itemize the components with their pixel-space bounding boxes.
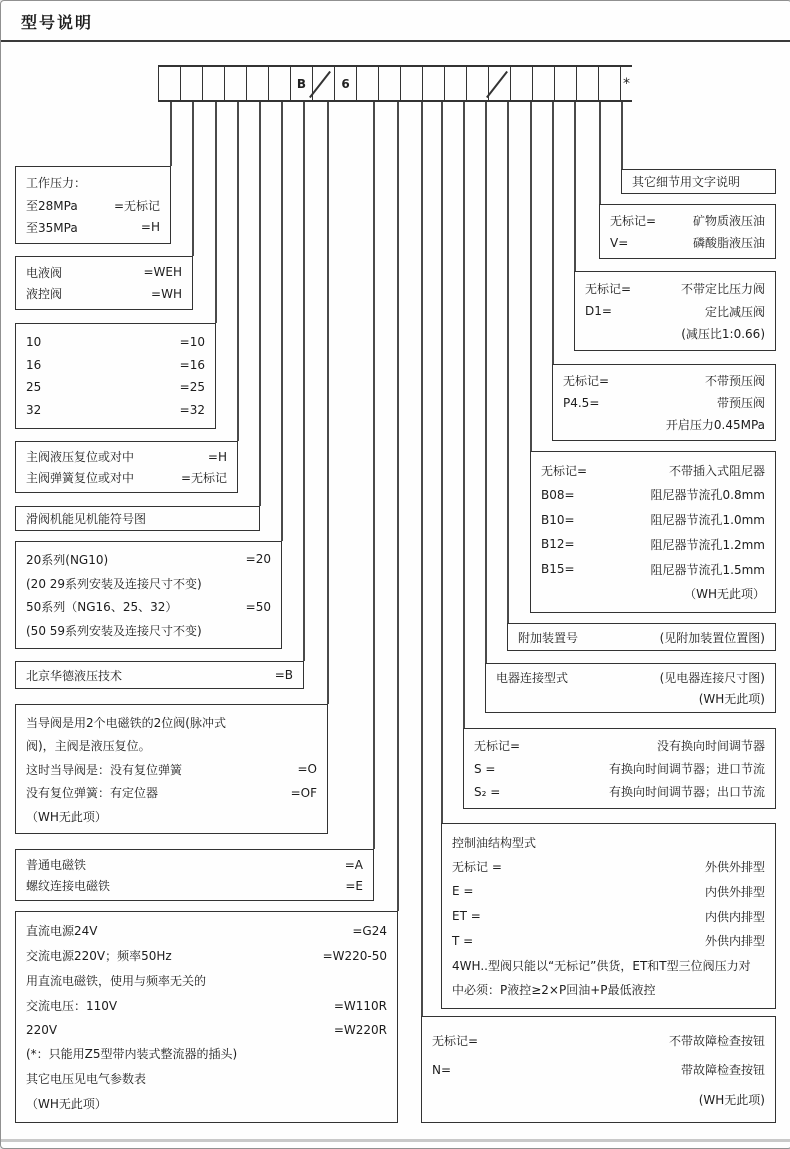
box-proportional-valve — [574, 271, 776, 351]
row-label: 附加装置号 — [518, 630, 579, 645]
box-row — [563, 372, 765, 389]
row-code: =16 — [179, 357, 205, 372]
row-code: 内供内排型 — [704, 909, 765, 924]
row-code: =20 — [245, 552, 271, 567]
row-label: P4.5= — [563, 395, 600, 410]
wildcard-star: * — [623, 75, 630, 92]
box-row — [541, 536, 765, 553]
box-manufacturer-code — [15, 661, 304, 689]
box-row — [26, 380, 205, 394]
row-label: 电器连接型式 — [496, 671, 569, 686]
row-code: 阻尼器节流孔1.5mm — [650, 562, 765, 577]
row-code: 不带故障检查按钮 — [668, 1033, 765, 1048]
connector-line — [303, 102, 305, 661]
code-cell — [356, 67, 378, 100]
row-code: （WH无此项） — [684, 587, 765, 602]
box-row — [26, 922, 387, 939]
row-code: =O — [297, 762, 317, 776]
row-label: 4WH..型阀只能以“无标记”供货，ET和T型三位阀压力对 — [452, 958, 751, 973]
row-label: 无标记= — [585, 281, 632, 296]
box-row — [452, 981, 765, 998]
box-solenoid-type — [15, 849, 374, 901]
row-code: =无标记 — [180, 471, 227, 485]
box-spool-function — [15, 506, 260, 531]
row-label: 220V — [26, 1022, 58, 1037]
connector-line — [530, 102, 532, 451]
connector-line — [599, 102, 601, 204]
box-row — [26, 469, 227, 486]
row-label: 其它电压见电气参数表 — [26, 1071, 147, 1086]
box-row — [496, 690, 765, 707]
box-nominal-size — [15, 323, 216, 429]
row-label: 螺纹连接电磁铁 — [26, 879, 111, 893]
row-label: (20 29系列安装及连接尺寸不变) — [26, 576, 202, 591]
box-row — [26, 358, 205, 372]
row-code: =G24 — [352, 923, 387, 938]
box-row — [563, 416, 765, 433]
box-row — [26, 997, 387, 1014]
code-cell — [444, 67, 466, 100]
row-code: 磷酸脂液压油 — [692, 236, 765, 250]
row-label: （WH无此项） — [26, 1096, 107, 1111]
box-power-supply — [15, 911, 398, 1123]
box-row — [26, 761, 317, 778]
box-row — [26, 197, 160, 214]
row-code: 内供外排型 — [704, 884, 765, 899]
connector-line — [421, 102, 423, 1016]
row-label: 50系列（NG16、25、32） — [26, 600, 178, 615]
box-row — [432, 1091, 765, 1108]
row-code: =B — [274, 668, 293, 682]
box-row — [26, 598, 271, 615]
box-row — [452, 932, 765, 949]
box-row — [452, 957, 765, 974]
row-code: 开启压力0.45MPa — [665, 418, 765, 432]
connector-line — [237, 102, 239, 441]
box-other-details — [621, 169, 776, 194]
row-label: 25 — [26, 380, 42, 395]
box-row — [26, 174, 160, 191]
row-code: =E — [345, 878, 363, 893]
box-row — [474, 783, 765, 800]
connector-line — [327, 102, 329, 704]
row-code: =W220-50 — [322, 948, 387, 963]
connector-line — [507, 102, 509, 623]
row-label: (50 59系列安装及连接尺寸不变) — [26, 624, 202, 639]
code-cell — [576, 67, 598, 100]
row-label: N= — [432, 1062, 452, 1077]
connector-line — [170, 102, 172, 166]
connector-line — [281, 102, 283, 541]
row-label: 没有复位弹簧：有定位器 — [26, 786, 159, 800]
row-label: (*：只能用Z5型带内装式整流器的插头) — [26, 1046, 238, 1061]
row-label: 10 — [26, 334, 42, 349]
row-label: 20系列(NG10) — [26, 552, 109, 567]
row-label: 主阀液压复位或对中 — [26, 450, 135, 464]
box-row — [26, 622, 271, 639]
row-code: 不带预压阀 — [704, 374, 765, 388]
box-row — [563, 394, 765, 411]
box-electrical-connection — [485, 663, 776, 713]
row-code: (见附加装置位置图) — [659, 630, 765, 645]
row-label: B12= — [541, 537, 575, 552]
box-pilot-valve-pulse — [15, 704, 328, 834]
code-cell — [246, 67, 268, 100]
row-label: B10= — [541, 512, 575, 527]
box-series — [15, 541, 282, 649]
code-cell: B — [290, 67, 312, 100]
row-label: 直流电源24V — [26, 924, 98, 939]
box-row — [585, 280, 765, 297]
row-code: =25 — [179, 380, 205, 395]
row-label: 主阀弹簧复位或对中 — [26, 471, 135, 485]
box-row — [585, 303, 765, 320]
box-row — [496, 669, 765, 686]
row-label: 无标记 = — [452, 860, 502, 875]
box-row — [26, 264, 182, 281]
connector-line — [485, 102, 487, 663]
box-row — [541, 511, 765, 528]
row-code: 没有换向时间调节器 — [656, 739, 765, 753]
box-row — [26, 737, 317, 754]
box-damper-orifice — [530, 451, 776, 613]
connector-line — [192, 102, 194, 256]
title-divider — [1, 40, 790, 42]
row-code: =WH — [151, 286, 182, 301]
connector-line — [259, 102, 261, 506]
connector-line — [441, 102, 443, 823]
connector-line — [621, 102, 623, 169]
row-code: =H — [140, 220, 160, 235]
code-cell — [554, 67, 576, 100]
row-label: 工作压力： — [26, 176, 87, 191]
code-cell — [422, 67, 444, 100]
row-label: 16 — [26, 357, 42, 372]
row-label: 交流电源220V；频率50Hz — [26, 949, 172, 964]
row-label: 当导阀是用2个电磁铁的2位阀(脉冲式 — [26, 715, 226, 730]
row-label: 交流电压：110V — [26, 999, 118, 1014]
row-code: =无标记 — [113, 198, 160, 213]
box-row — [452, 908, 765, 925]
row-label: 至28MPa — [26, 198, 78, 213]
box-row — [26, 1070, 387, 1087]
box-row — [432, 1032, 765, 1049]
code-cell — [268, 67, 290, 100]
connector-line — [463, 102, 465, 728]
row-code: 定比减压阀 — [704, 304, 765, 319]
row-code: (见电器连接尺寸图) — [659, 671, 765, 686]
box-row — [26, 667, 293, 684]
box-row — [610, 234, 765, 251]
box-row — [26, 510, 249, 527]
box-working-pressure — [15, 166, 171, 244]
box-row — [452, 883, 765, 900]
page-bottom-edge — [1, 1139, 790, 1142]
row-code: =OF — [290, 785, 317, 800]
row-label: D1= — [585, 304, 612, 318]
box-row — [26, 551, 271, 568]
box-row — [474, 760, 765, 777]
row-code: =WEH — [143, 265, 182, 280]
box-row — [26, 1045, 387, 1062]
box-control-oil-structure — [441, 823, 776, 1009]
box-row — [26, 1095, 387, 1112]
box-switching-time — [463, 728, 776, 809]
row-code: 外供内排型 — [704, 934, 765, 949]
row-label: 用直流电磁铁，使用与频率无关的 — [26, 974, 207, 989]
row-label: 无标记= — [432, 1033, 479, 1048]
row-code: 不带插入式阻尼器 — [668, 463, 765, 478]
box-row — [610, 212, 765, 229]
connector-line — [552, 102, 554, 364]
code-cell — [378, 67, 400, 100]
row-label: B15= — [541, 562, 575, 577]
row-label: B08= — [541, 487, 575, 502]
box-row — [432, 1061, 765, 1078]
box-accessory-number — [507, 623, 776, 651]
row-label: 无标记= — [474, 739, 521, 753]
row-code: 矿物质液压油 — [692, 214, 765, 228]
row-label: E = — [452, 884, 474, 899]
row-label: 电液阀 — [26, 265, 63, 280]
box-row — [541, 462, 765, 479]
row-code: (WH无此项) — [698, 691, 765, 706]
box-row — [26, 947, 387, 964]
row-label: ET = — [452, 909, 481, 923]
box-row — [26, 856, 363, 873]
row-label: 滑阀机能见机能符号图 — [26, 512, 147, 526]
code-cell — [400, 67, 422, 100]
row-code: =W110R — [333, 998, 387, 1013]
box-row — [518, 629, 765, 646]
code-cell — [158, 67, 180, 100]
row-label: 控制油结构型式 — [452, 835, 537, 850]
row-label: V= — [610, 235, 629, 250]
row-code: (WH无此项) — [698, 1092, 765, 1107]
row-label: T = — [452, 933, 474, 948]
box-valve-type — [15, 256, 193, 310]
row-label: 液控阀 — [26, 287, 63, 302]
box-row — [26, 714, 317, 731]
connector-line — [574, 102, 576, 271]
box-row — [585, 325, 765, 342]
row-label: 普通电磁铁 — [26, 858, 87, 872]
box-main-valve-reset — [15, 441, 238, 493]
box-row — [26, 285, 182, 302]
box-fluid-type — [599, 204, 776, 259]
row-code: 阻尼器节流孔0.8mm — [650, 488, 765, 503]
row-label: 至35MPa — [26, 220, 78, 235]
code-cell — [510, 67, 532, 100]
row-code: 有换向时间调节器；进口节流 — [608, 762, 765, 776]
row-label: （WH无此项） — [26, 809, 107, 824]
box-row — [26, 784, 317, 801]
box-row — [541, 585, 765, 602]
box-row — [474, 737, 765, 754]
box-row — [26, 219, 160, 236]
box-row — [26, 972, 387, 989]
connector-line — [373, 102, 375, 849]
row-code: =10 — [179, 334, 205, 349]
row-label: S₂ = — [474, 784, 501, 799]
box-row — [452, 858, 765, 875]
box-preload-valve — [552, 364, 776, 441]
model-code-row — [158, 65, 632, 102]
code-cell — [180, 67, 202, 100]
box-row — [632, 173, 765, 190]
box-row — [26, 877, 363, 894]
row-label: 无标记= — [541, 463, 588, 478]
code-cell — [202, 67, 224, 100]
row-code: =A — [344, 857, 363, 872]
connector-line — [215, 102, 217, 323]
row-label: 无标记= — [610, 214, 657, 228]
row-code: (减压比1:0.66) — [681, 327, 765, 342]
page-title: 型号说明 — [21, 13, 94, 32]
box-row — [452, 834, 765, 851]
row-label: 中必须：P液控≥2×P回油+P最低液控 — [452, 983, 656, 998]
row-label: 北京华德液压技术 — [26, 668, 123, 683]
connector-line — [397, 102, 399, 911]
row-label: 32 — [26, 403, 42, 418]
row-label: 这时当导阀是：没有复位弹簧 — [26, 762, 183, 777]
code-cell — [532, 67, 554, 100]
code-cell: 6 — [334, 67, 356, 100]
box-row — [26, 448, 227, 465]
row-label: 阀)，主阀是液压复位。 — [26, 739, 151, 753]
row-code: 有换向时间调节器；出口节流 — [608, 785, 765, 799]
code-cell — [466, 67, 488, 100]
row-label: S = — [474, 761, 496, 776]
row-code: =50 — [245, 599, 271, 614]
box-row — [26, 1023, 387, 1037]
row-code: 阻尼器节流孔1.2mm — [650, 537, 765, 552]
row-label: 无标记= — [563, 374, 610, 388]
row-code: 外供外排型 — [704, 860, 765, 875]
row-code: =W220R — [333, 1022, 387, 1037]
row-code: =32 — [179, 403, 205, 418]
row-code: 带故障检查按钮 — [680, 1063, 765, 1077]
code-cell — [224, 67, 246, 100]
row-code: =H — [207, 449, 227, 464]
box-row — [26, 808, 317, 825]
box-row — [26, 335, 205, 349]
box-row — [541, 486, 765, 503]
code-cell — [598, 67, 620, 100]
row-label: 其它细节用文字说明 — [632, 175, 741, 189]
row-code: 带预压阀 — [716, 396, 765, 410]
box-fault-check-button — [421, 1016, 776, 1123]
box-row — [541, 561, 765, 578]
box-row — [26, 403, 205, 417]
box-row — [26, 575, 271, 592]
row-code: 阻尼器节流孔1.0mm — [650, 513, 765, 528]
row-code: 不带定比压力阀 — [680, 281, 765, 296]
